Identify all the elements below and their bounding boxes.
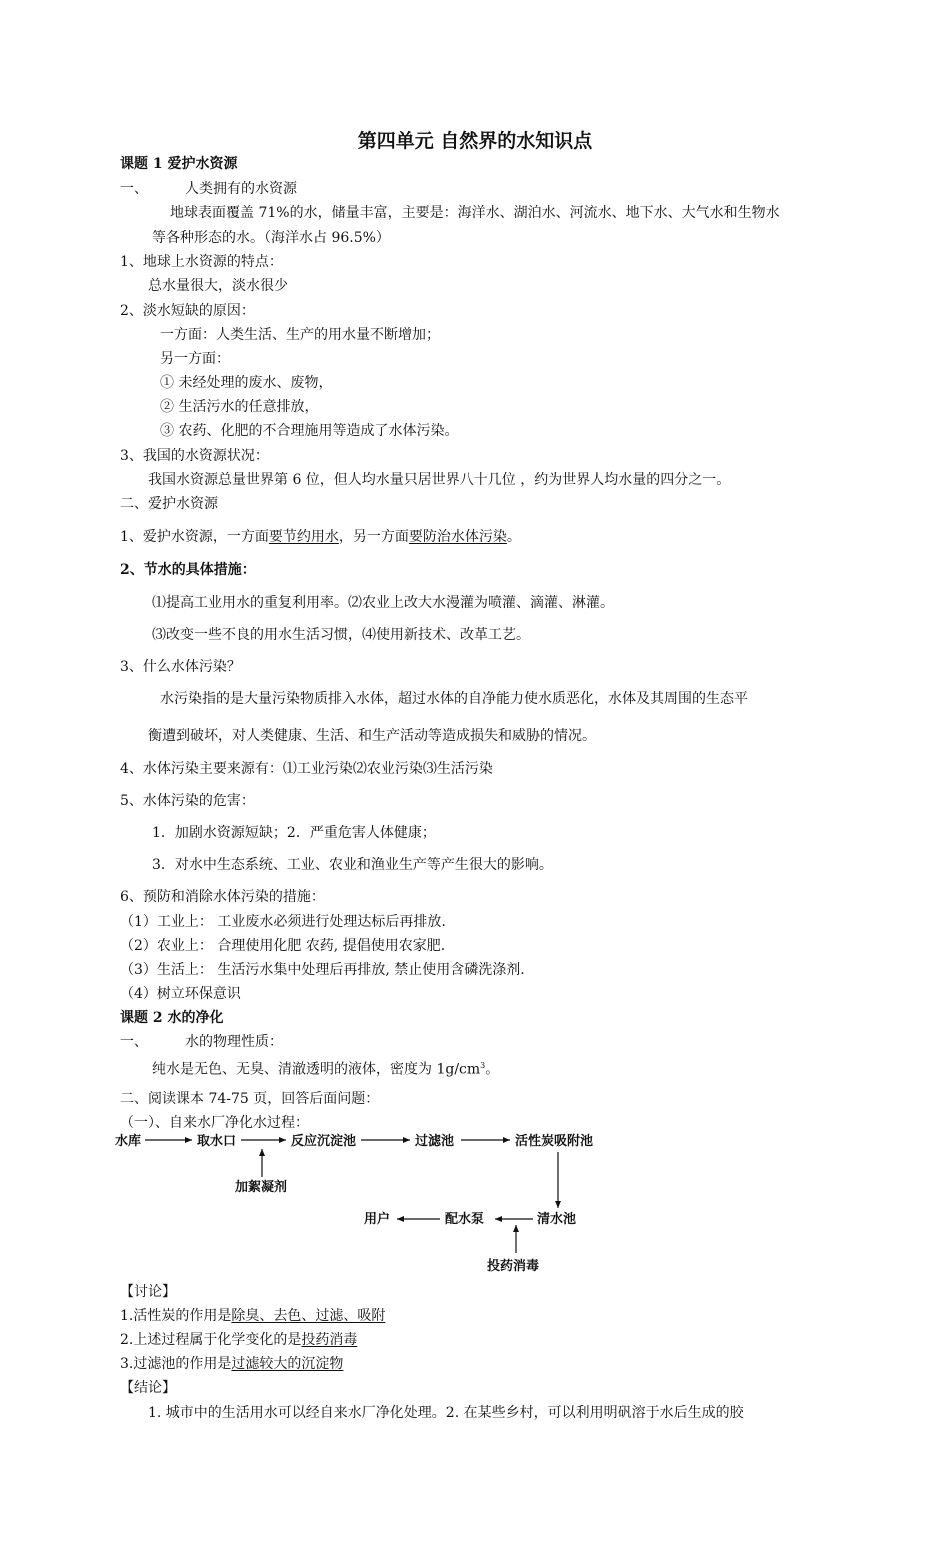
flow-node-users: 用户 [364,1212,391,1227]
item-heading: 1、地球上水资源的特点： [120,254,283,270]
flow-node-reservoir: 水库 [115,1134,142,1149]
discussion-label: 【讨论】 [120,1284,176,1300]
discussion-item: 3.过滤池的作用是过滤较大的沉淀物 [120,1356,344,1372]
water-purification-flow-diagram [115,1125,615,1285]
list-item: （1）工业上： 工业废水必须进行处理达标后再排放. [120,914,446,930]
list-item: （4）树立环保意识 [120,986,241,1002]
item-heading: 3、什么水体污染？ [120,659,241,675]
superscript: 3 [480,1061,486,1070]
flow-node-intake: 取水口 [197,1134,237,1149]
flow-node-filter-tank: 过滤池 [415,1134,455,1149]
paragraph-line: 1、爱护水资源，一方面要节约用水，另一方面要防治水体污染。 [120,529,521,545]
list-item: ② 生活污水的任意排放， [160,399,319,415]
paragraph-line: 等各种形态的水。（海洋水占 96.5%） [152,230,390,246]
section-heading-1: 课题 1 爱护水资源 [120,156,238,172]
list-item: ① 未经处理的废水、废物， [160,375,333,391]
flow-node-distribution-pump: 配水泵 [445,1212,485,1227]
paragraph-line: 另一方面： [160,351,230,367]
sub-heading: （一）、自来水厂净化水过程： [120,1115,309,1131]
part-number: 一、 [120,181,148,197]
item-heading: 6、预防和消除水体污染的措施： [120,889,325,905]
underlined-answer: 除臭、去色、过滤、吸附 [231,1308,386,1324]
paragraph-line: 1．加剧水资源短缺；2．严重危害人体健康； [152,825,436,841]
flow-node-carbon-adsorption-tank: 活性炭吸附池 [515,1134,594,1149]
underlined-answer: 投药消毒 [301,1332,358,1348]
paragraph-line: ⑴提高工业用水的重复利用率。⑵农业上改大水漫灌为喷灌、滴灌、淋灌。 [152,595,614,611]
paragraph-line: 3．对水中生态系统、工业、农业和渔业生产等产生很大的影响。 [152,857,553,873]
part-title: 二、阅读课本 74-75 页，回答后面问题： [120,1091,380,1107]
part-title: 水的物理性质： [185,1034,283,1050]
underlined-answer: 要防治水体污染 [408,529,507,545]
part-title: 二、爱护水资源 [120,496,218,512]
flow-node-disinfection: 投药消毒 [487,1259,540,1274]
flow-node-coagulant: 加絮凝剂 [235,1180,288,1195]
underlined-answer: 过滤较大的沉淀物 [231,1356,344,1372]
conclusion-label: 【结论】 [120,1380,176,1396]
item-heading: 4、水体污染主要来源有：⑴工业污染⑵农业污染⑶生活污染 [120,761,493,777]
paragraph-line: 纯水是无色、无臭、清澈透明的液体，密度为 $1g/cm^3$。 [152,1061,500,1078]
part-number: 一、 [120,1034,148,1050]
paragraph-line: 地球表面覆盖 71%的水，储量丰富，主要是：海洋水、湖泊水、河流水、地下水、大气水和生物水 [170,205,780,221]
item-heading: 2、淡水短缺的原因： [120,303,255,319]
paragraph-line: 我国水资源总量世界第 6 位，但人均水量只居世界八十几位 ，约为世界人均水量的四分之一。 [148,472,731,488]
part-title: 人类拥有的水资源 [185,181,297,197]
list-item: （2）农业上： 合理使用化肥 农药, 提倡使用农家肥. [120,938,446,954]
item-heading: 3、我国的水资源状况： [120,448,269,464]
discussion-item: 2.上述过程属于化学变化的是投药消毒 [120,1332,358,1348]
paragraph-line: 衡遭到破坏，对人类健康、生活、和生产活动等造成损失和威胁的情况。 [148,728,596,744]
list-item: （3）生活上： 生活污水集中处理后再排放, 禁止使用含磷洗涤剂. [120,962,525,978]
paragraph-line: 总水量很大，淡水很少 [148,278,288,294]
paragraph-line: 一方面：人类生活、生产的用水量不断增加； [160,327,440,343]
discussion-item: 1.活性炭的作用是除臭、去色、过滤、吸附 [120,1308,386,1324]
item-heading: 2、节水的具体措施： [120,562,256,578]
paragraph-line: 水污染指的是大量污染物质排入水体，超过水体的自净能力使水质恶化，水体及其周围的生态平 [160,691,748,707]
paragraph-line: 1. 城市中的生活用水可以经自来水厂净化处理。2. 在某些乡村，可以利用明矾溶于水后生成的胶 [148,1405,744,1421]
page-title: 第四单元 自然界的水知识点 [357,130,593,152]
paragraph-line: ⑶改变一些不良的用水生活习惯，⑷使用新技术、改革工艺。 [152,627,530,643]
flow-node-clear-water-tank: 清水池 [537,1212,577,1227]
underlined-answer: 要节约用水 [268,529,339,545]
section-heading-2: 课题 2 水的净化 [120,1010,224,1026]
item-heading: 5、水体污染的危害： [120,793,255,809]
flow-node-sedimentation-tank: 反应沉淀池 [291,1134,357,1149]
list-item: ③ 农药、化肥的不合理施用等造成了水体污染。 [160,423,459,439]
